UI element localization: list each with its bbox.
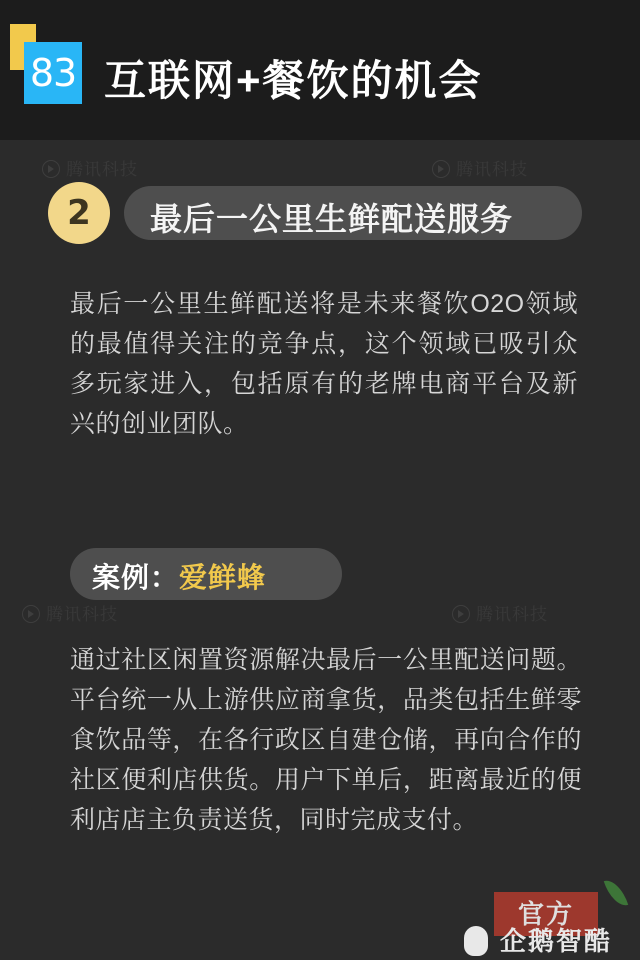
watermark bbox=[432, 155, 528, 180]
watermark-text: 腾讯科技 bbox=[46, 605, 118, 624]
watermark bbox=[42, 155, 138, 180]
watermark-text: 腾讯科技 bbox=[66, 160, 138, 179]
body-paragraph-2: 通过社区闲置资源解决最后一公里配送问题。平台统一从上游供应商拿货，品类包括生鲜零食饮品等，在各行政区自建仓储，再向合作的社区便利店供货。用户下单后，距离最近的便利店店主负责送货，同时完成支付。 bbox=[70, 646, 582, 834]
watermark bbox=[452, 600, 548, 625]
body-paragraph-1: 最后一公里生鲜配送将是未来餐饮O2O领域的最值得关注的竞争点，这个领域已吸引众多玩家进入，包括原有的老牌电商平台及新兴的创业团队。 bbox=[70, 290, 578, 438]
watermark bbox=[22, 600, 118, 625]
page-header bbox=[0, 0, 640, 140]
play-icon bbox=[22, 605, 40, 623]
case-name: 爱鲜蜂 bbox=[179, 562, 267, 593]
case-label-prefix: 案例： bbox=[92, 562, 180, 593]
page-number-badge: 83 bbox=[24, 42, 82, 104]
play-icon bbox=[452, 605, 470, 623]
penguin-icon bbox=[464, 926, 488, 956]
play-icon bbox=[42, 160, 60, 178]
brand-stamp: 官方 bbox=[494, 892, 598, 936]
section-title: 最后一公里生鲜配送服务 bbox=[150, 201, 514, 237]
watermark-text: 腾讯科技 bbox=[476, 605, 548, 624]
play-icon bbox=[432, 160, 450, 178]
page-title: 互联网+餐饮的机会 bbox=[104, 57, 483, 104]
watermark-text: 腾讯科技 bbox=[456, 160, 528, 179]
case-label bbox=[92, 556, 266, 596]
section-number-badge: 2 bbox=[48, 182, 110, 244]
leaf-icon bbox=[604, 876, 628, 909]
brand-name: 企鹅智酷 bbox=[499, 926, 612, 956]
